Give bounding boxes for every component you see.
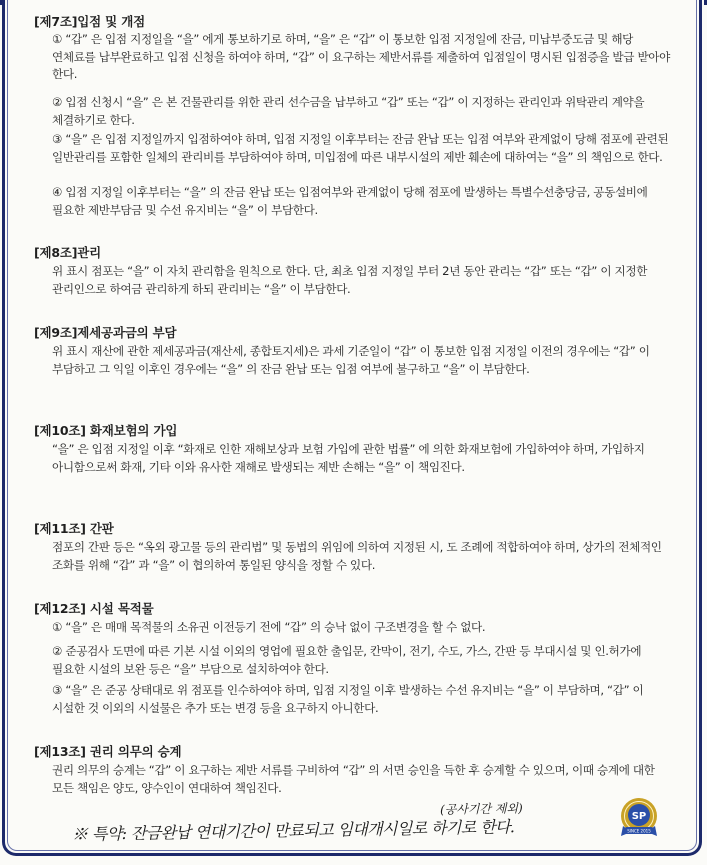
article-9-text: 위 표시 재산에 관한 제세공과금(재산세, 종합토지세)은 과세 기준일이 “갑” 이 통보한 입점 지정일 이전의 경우에는 “갑” 이 부담하고 그 익일 이후인 경우에는 “을” 의 잔금 완납 또는 입점 여부에 불구하고 “을” 이 부담한다.: [52, 344, 650, 376]
seal-initials: SP: [631, 811, 647, 822]
article-12-heading: [제12조] 시설 목적물: [34, 601, 154, 616]
handwritten-note-above: (공사기간 제외): [439, 801, 523, 817]
article-13-heading: [제13조] 권리 의무의 승계: [34, 744, 182, 759]
article-7-clause-2: ② 입점 신청시 “을” 은 본 건물관리를 위한 관리 선수금을 납부하고 “갑” 또는 “갑” 이 지정하는 관리인과 위탁관리 계약을 체결하기로 한다.: [52, 95, 645, 127]
article-13-text: 권리 의무의 승계는 “갑” 이 요구하는 제반 서류를 구비하여 “갑” 의 서면 승인을 득한 후 승계할 수 있으며, 이때 승계에 대한 모든 책임은 양도, 양수인이 연대하여 책임진다.: [52, 763, 655, 795]
article-8-heading: [제8조]관리: [34, 245, 102, 260]
article-7-clause-4: ④ 입점 지정일 이후부터는 “을” 의 잔금 완납 또는 입점여부와 관계없이 당해 점포에 발생하는 특별수선충당금, 공동설비에 필요한 제반부담금 및 수선 유지비는 “을” 이 부담한다.: [52, 185, 648, 217]
article-9-heading: [제9조]제세공과금의 부담: [34, 325, 177, 340]
article-7-heading: [제7조]입점 및 개점: [34, 14, 145, 29]
article-8-text: 위 표시 점포는 “을” 이 자치 관리함을 원칙으로 한다. 단, 최초 입점 지정일 부터 2년 동안 관리는 “갑” 또는 “갑” 이 지정한 관리인으로 하여금 관리하게 하되 관리비는 “을” 이 부담한다.: [52, 264, 648, 296]
article-11-heading: [제11조] 간판: [34, 521, 114, 536]
article-7-clause-3: ③ “을” 은 입점 지정일까지 입점하여야 하며, 입점 지정일 이후부터는 잔금 완납 또는 입점 여부와 관계없이 당해 점포에 관련된 일반관리를 포함한 일체의 관리비를 부담하여야 하며, 미입점에 따른 내부시설의 제반 훼손에 대하여는 “을” 의 책임으로 한다.: [52, 132, 669, 164]
seal-caption: SINCE 2015: [627, 828, 651, 834]
article-10-heading: [제10조] 화재보험의 가입: [34, 423, 178, 438]
handwritten-special-note: ※ 특약: 잔금완납 연대기간이 만료되고 임대개시일로 하기로 한다.: [71, 817, 515, 844]
company-seal-icon: [617, 796, 661, 840]
article-11-text: 점포의 간판 등은 “옥외 광고물 등의 관리법” 및 동법의 위임에 의하여 지정된 시, 도 조례에 적합하여야 하며, 상가의 전체적인 조화를 위해 “갑” 과 “을” 이 협의하여 통일된 양식을 정할 수 있다.: [52, 540, 662, 572]
article-10-text: “을” 은 입점 지정일 이후 “화재로 인한 재해보상과 보험 가입에 관한 법률” 에 의한 화재보험에 가입하여야 하며, 가입하지 아니함으로써 화재, 기타 이와 유사한 재해로 발생되는 제반 손해는 “을” 이 책임진다.: [52, 442, 645, 474]
article-7-clause-1: ① “갑” 은 입점 지정일을 “을” 에게 통보하기로 하며, “을” 은 “갑” 이 통보한 입점 지정일에 잔금, 미납부중도금 및 해당 연체료를 납부완료하고 입점 신청을 하여야 하며, “갑” 이 요구하는 제반서류를 제출하여 입점일이 명시된 입점증을 발급 받아야 한다.: [52, 32, 671, 81]
article-12-clause-2: ② 준공검사 도면에 따른 기본 시설 이외의 영업에 필요한 출입문, 칸막이, 전기, 수도, 가스, 간판 등 부대시설 및 인.허가에 필요한 시설의 보완 등은 “을” 부담으로 설치하여야 한다.: [52, 644, 642, 676]
article-12-clause-3: ③ “을” 은 준공 상태대로 위 점포를 인수하여야 하며, 입점 지정일 이후 발생하는 수선 유지비는 “을” 이 부담하며, “갑” 이 시설한 것 이외의 시설물은 추가 또는 변경 등을 요구하지 아니한다.: [52, 683, 644, 715]
article-12-clause-1: ① “을” 은 매매 목적물의 소유권 이전등기 전에 “갑” 의 승낙 없이 구조변경을 할 수 없다.: [52, 620, 486, 634]
